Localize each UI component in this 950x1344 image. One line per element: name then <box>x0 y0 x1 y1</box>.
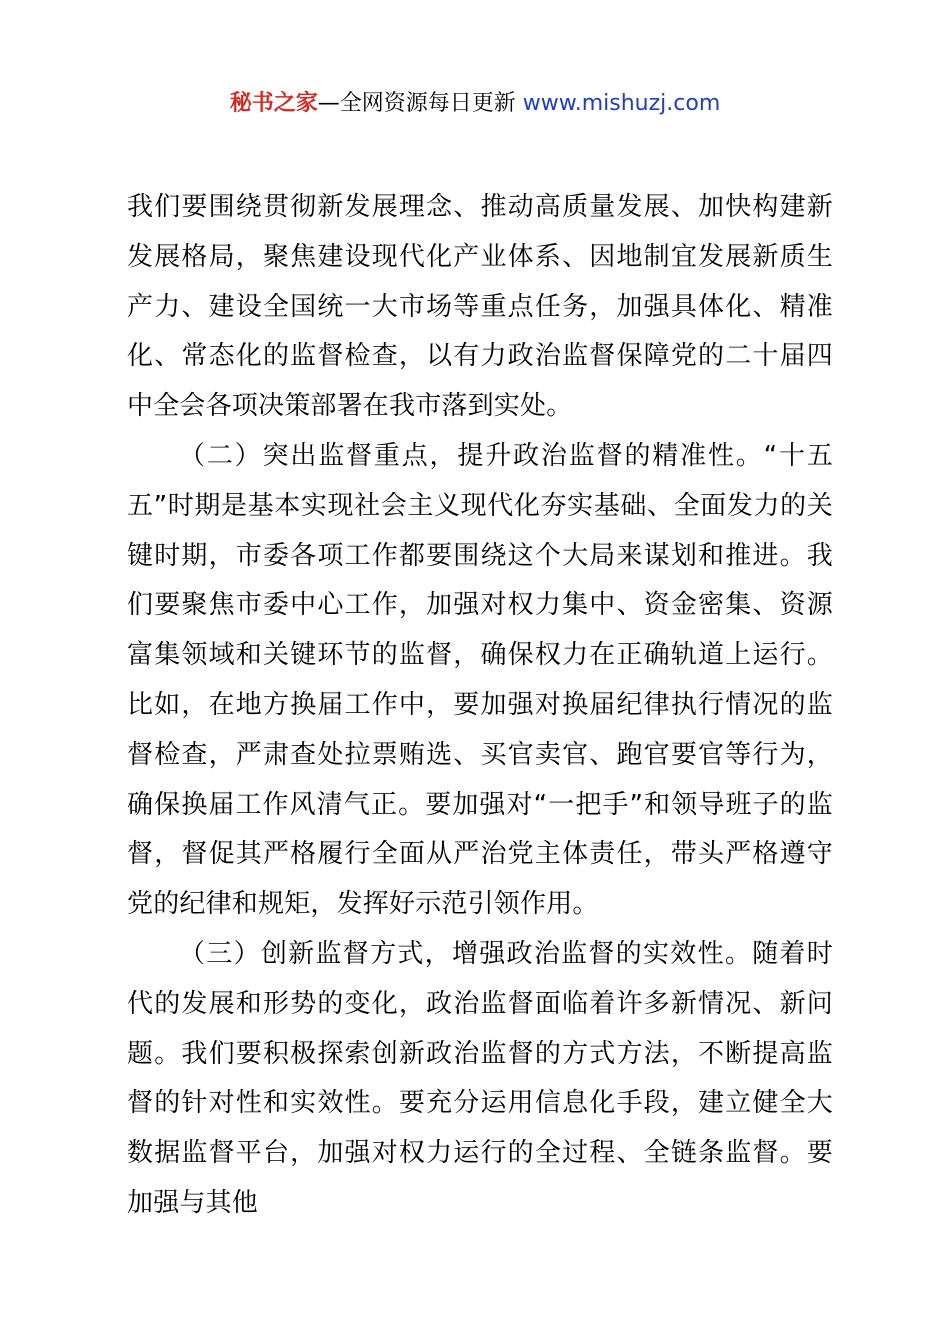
paragraph-section-three: （三）创新监督方式，增强政治监督的实效性。随着时代的发展和形势的变化，政治监督面临着许多新情况、新问题。我们要积极探索创新政治监督的方式方法，不断提高监督的针对性和实效性。要充分运用信息化手段，建立健全大数据监督平台，加强对权力运行的全过程、全链条监督。要加强与其他 <box>127 938 833 1218</box>
paragraph-continuation: 我们要围绕贯彻新发展理念、推动高质量发展、加快构建新发展格局，聚焦建设现代化产业体系、因地制宜发展新质生产力、建设全国统一大市场等重点任务，加强具体化、精准化、常态化的监督检查，以有力政治监督保障党的二十届四中全会各项决策部署在我市落到实处。 <box>127 192 833 422</box>
page-header <box>0 88 950 120</box>
paragraph-section-two: （二）突出监督重点，提升政治监督的精准性。“十五五”时期是基本实现社会主义现代化夯实基础、全面发力的关键时期，市委各项工作都要围绕这个大局来谋划和推进。我们要聚焦市委中心工作，加强对权力集中、资金密集、资源富集领域和关键环节的监督，确保权力在正确轨道上运行。比如，在地方换届工作中，要加强对换届纪律执行情况的监督检查，严肃查处拉票贿选、买官卖官、跑官要官等行为，确保换届工作风清气正。要加强对“一把手”和领导班子的监督，督促其严格履行全面从严治党主体责任，带头严格遵守党的纪律和规矩，发挥好示范引领作用。 <box>127 440 833 920</box>
site-tagline: —全网资源每日更新 <box>317 91 516 116</box>
site-url-link[interactable]: www.mishuzj.com <box>522 91 721 116</box>
document-body <box>127 183 833 1229</box>
site-brand: 秘书之家 <box>229 91 318 116</box>
